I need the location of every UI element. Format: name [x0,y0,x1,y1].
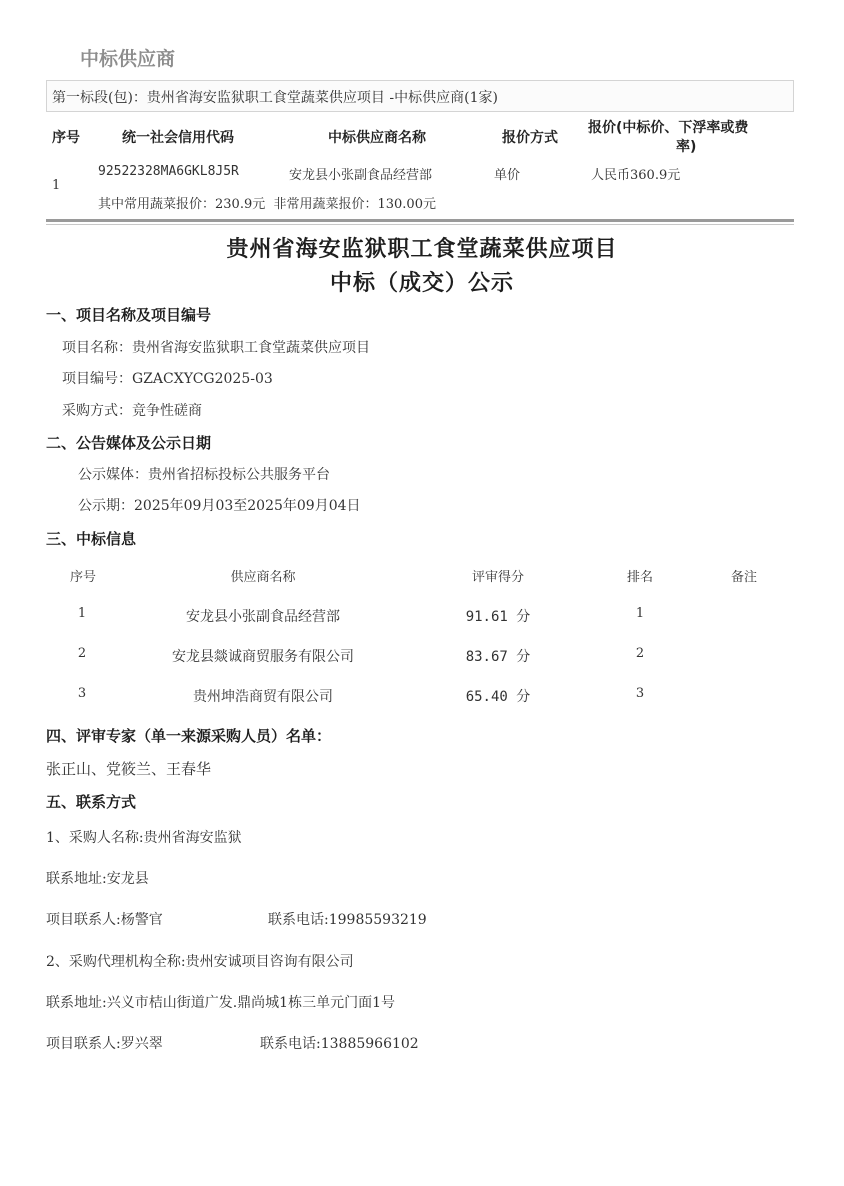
result-supplier: 安龙县小张副食品经营部 [186,609,340,625]
project-number: 项目编号：GZACXYCG2025-03 [62,371,273,387]
document-title: 贵州省海安监狱职工食堂蔬菜供应项目 [226,237,618,262]
section-1-heading: 一、项目名称及项目编号 [46,306,212,324]
result-seq: 2 [77,646,87,661]
purchaser-name: 1、采购人名称:贵州省海安监狱 [46,830,242,846]
result-rank: 2 [635,646,645,661]
row-quote-detail: 其中常用蔬菜报价：230.9元 非常用蔬菜报价：130.00元 [98,197,436,212]
row-quote: 人民币360.9元 [591,168,681,183]
result-header-remark: 备注 [730,570,757,585]
result-rank: 3 [635,686,645,701]
purchaser-phone: 联系电话:19985593219 [268,912,427,928]
announcement-media: 公示媒体：贵州省招标投标公共服务平台 [78,467,330,483]
agency-address: 联系地址:兴义市桔山街道广发.鼎尚城1栋三单元门面1号 [46,995,395,1011]
row-quote-method: 单价 [494,168,521,183]
result-score: 65.40 分 [465,689,531,705]
row-supplier-name: 安龙县小张副食品经营部 [289,168,433,183]
result-header-name: 供应商名称 [230,570,296,585]
announcement-period: 公示期：2025年09月03至2025年09月04日 [78,498,361,514]
result-seq: 3 [77,686,87,701]
expert-names: 张正山、党筱兰、王春华 [46,760,212,778]
result-score: 83.67 分 [465,649,531,665]
result-rank: 1 [635,606,645,621]
section-4-heading: 四、评审专家（单一来源采购人员）名单： [46,727,332,745]
supplier-heading: 中标供应商 [80,48,176,70]
header-supplier-name: 中标供应商名称 [328,130,426,146]
result-header-score: 评审得分 [471,570,524,585]
agency-name: 2、采购代理机构全称:贵州安诚项目咨询有限公司 [46,954,354,970]
agency-phone: 联系电话:13885966102 [260,1036,419,1052]
header-quote-line2: 率) [676,139,697,155]
result-score: 91.61 分 [465,609,531,625]
lot-title: 第一标段(包)：贵州省海安监狱职工食堂蔬菜供应项目 -中标供应商(1家) [52,90,498,106]
purchaser-contact: 项目联系人:杨警官 [46,912,163,928]
row-seq: 1 [52,178,61,193]
document-subtitle: 中标（成交）公示 [329,271,514,296]
procurement-method: 采购方式：竞争性磋商 [62,403,202,419]
header-quote-line1: 报价(中标价、下浮率或费 [588,120,749,136]
agency-contact: 项目联系人:罗兴翠 [46,1036,163,1052]
result-header-rank: 排名 [626,570,653,585]
section-2-heading: 二、公告媒体及公示日期 [46,434,212,452]
result-supplier: 安龙县燚诚商贸服务有限公司 [172,649,354,665]
result-seq: 1 [77,606,87,621]
result-header-seq: 序号 [69,570,96,585]
section-3-heading: 三、中标信息 [46,530,137,548]
project-name: 项目名称：贵州省海安监狱职工食堂蔬菜供应项目 [62,340,370,356]
header-seq: 序号 [52,130,80,146]
header-credit-code: 统一社会信用代码 [122,130,234,146]
header-quote-method: 报价方式 [502,130,558,146]
section-5-heading: 五、联系方式 [46,793,137,811]
divider [46,219,794,222]
row-credit-code: 92522328MA6GKL8J5R [98,164,239,179]
divider-thin [46,224,794,225]
purchaser-address: 联系地址:安龙县 [46,871,149,887]
result-supplier: 贵州坤浩商贸有限公司 [193,689,333,705]
